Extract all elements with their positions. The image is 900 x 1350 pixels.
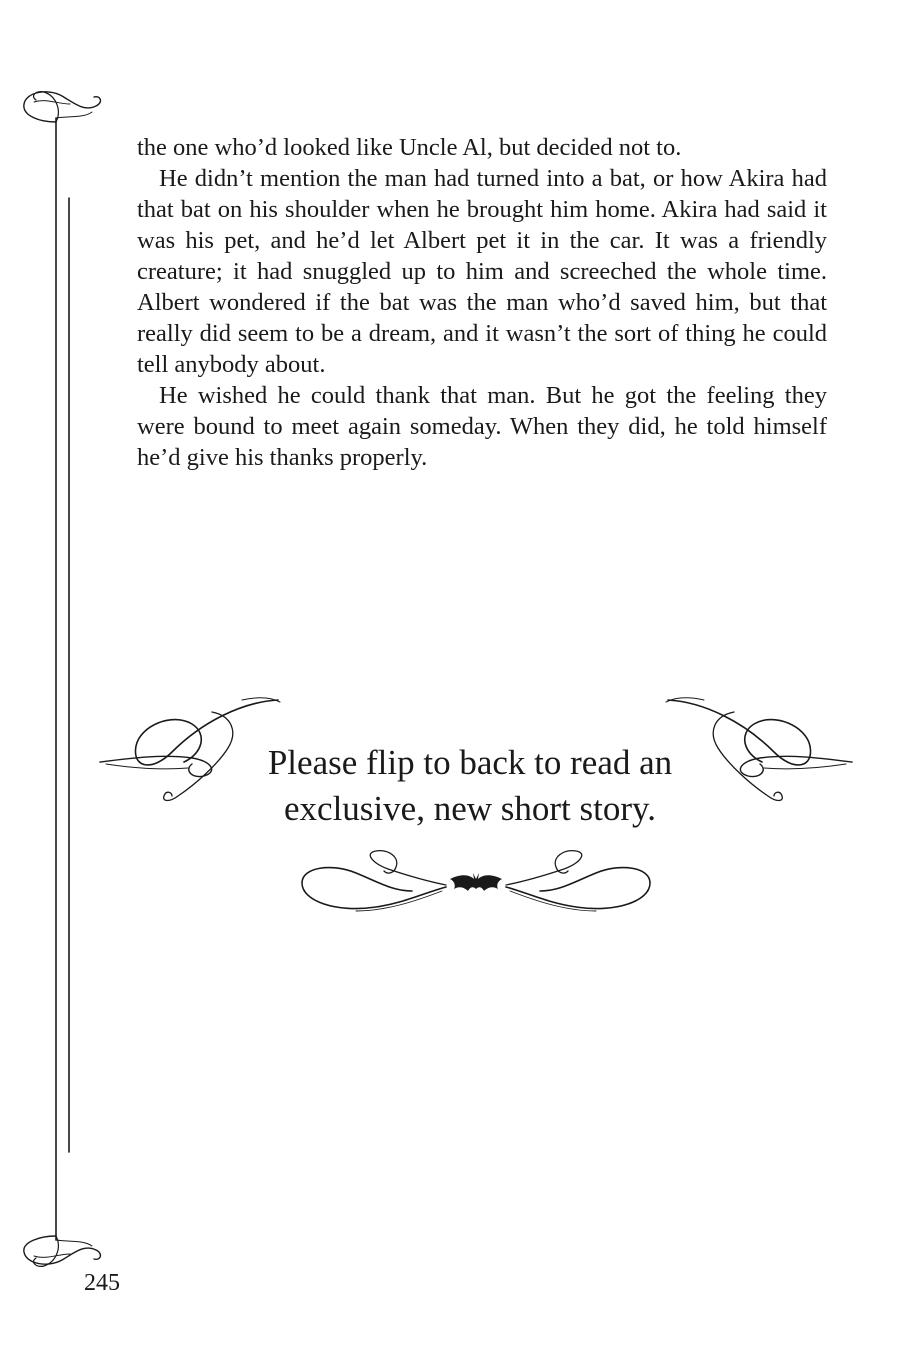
paragraph-2: He didn’t mention the man had turned into a bat, or how Akira had that bat on his shoulder when he brought him home. Akira had said it was his pet, and he’d let Albert pet it in the car. It was a friendly creature; it had snuggled up to him and screeched the whole time. Albert wondered if the bat was the man who’d saved him, but that really did seem to be a dream, and it wasn’t the sort of thing he could tell anybody about. (137, 165, 827, 378)
bottom-flourish-ornament (296, 845, 656, 920)
body-text (137, 132, 827, 473)
page-number: 245 (84, 1270, 120, 1296)
bat-icon (450, 873, 502, 891)
paragraph-1: the one who’d looked like Uncle Al, but decided not to. (137, 134, 682, 161)
callout-text (200, 740, 740, 832)
callout-line-1: Please flip to back to read an (267, 743, 673, 782)
paragraph-3: He wished he could thank that man. But he got the feeling they were bound to meet again someday. When they did, he told himself he’d give his thanks properly. (137, 382, 827, 471)
callout-line-2: exclusive, new short story. (284, 789, 656, 828)
